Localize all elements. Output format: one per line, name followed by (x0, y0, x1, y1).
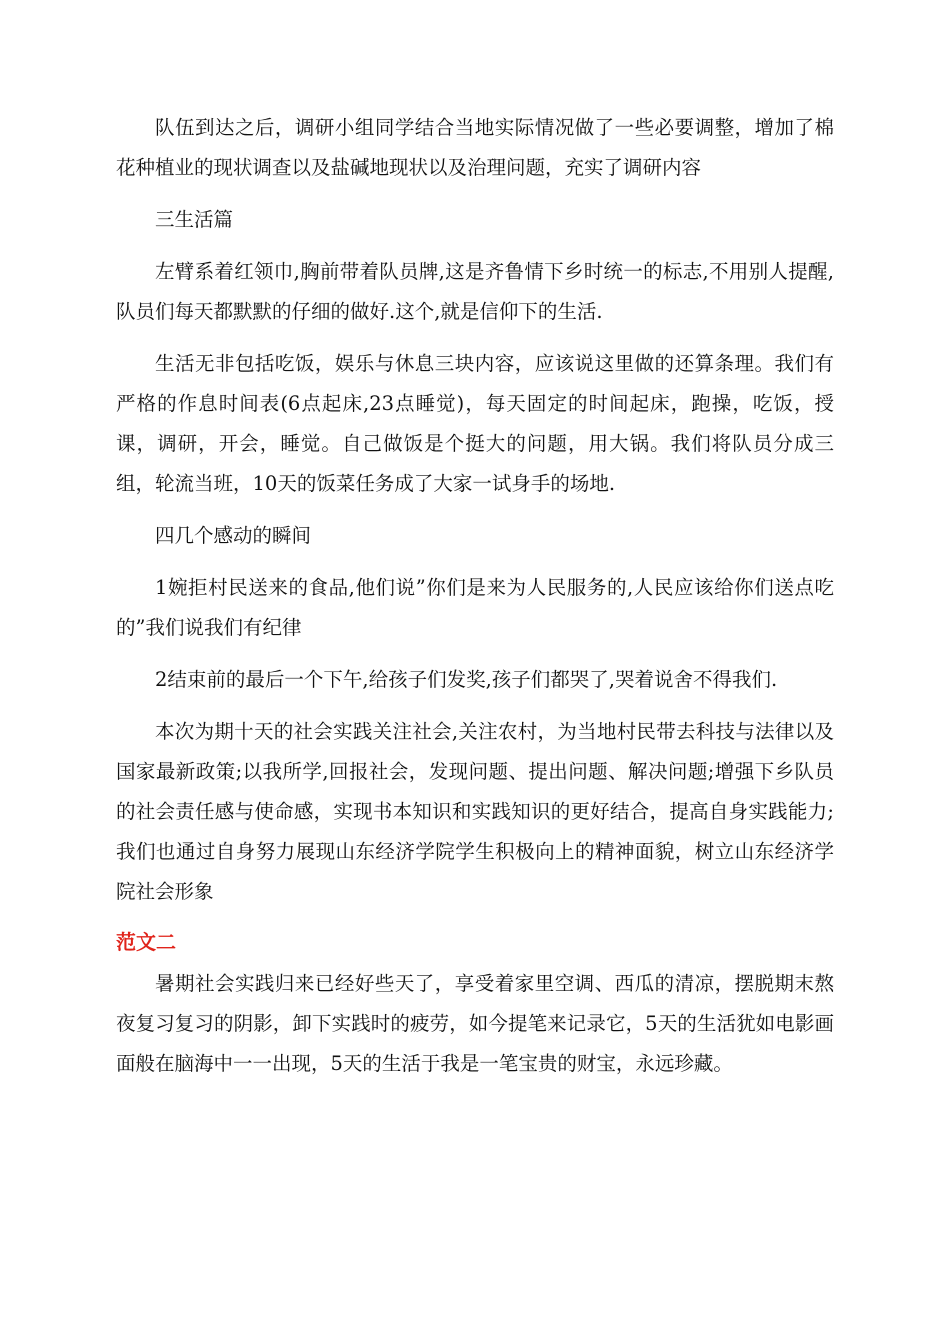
paragraph-research-adjustment: 队伍到达之后，调研小组同学结合当地实际情况做了一些必要调整，增加了棉花种植业的现状调查以及盐碱地现状以及治理问题，充实了调研内容 (116, 116, 834, 179)
paragraph-summary: 本次为期十天的社会实践关注社会,关注农村，为当地村民带去科技与法律以及国家最新政策;以我所学,回报社会，发现问题、提出问题、解决问题;增强下乡队员的社会责任感与使命感，实现书本知识和实践知识的更好结合，提高自身实践能力;我们也通过自身努力展现山东经济学院学生积极向上的精神面貌，树立山东经济学院社会形象 (116, 720, 834, 903)
paragraph-moment-2: 2结束前的最后一个下午,给孩子们发奖,孩子们都哭了,哭着说舍不得我们. (155, 668, 778, 691)
document-page (116, 108, 834, 1084)
paragraph-daily-life: 生活无非包括吃饭，娱乐与休息三块内容，应该说这里做的还算条理。我们有严格的作息时间表(6点起床,23点睡觉)，每天固定的时间起床，跑操，吃饭，授课，调研，开会，睡觉。自己做饭是个挺大的问题，用大锅。我们将队员分成三组，轮流当班，10天的饭菜任务成了大家一试身手的场地. (116, 352, 834, 495)
paragraph-moment-1: 1婉拒村民送来的食品,他们说”你们是来为人民服务的,人民应该给你们送点吃的”我们说我们有纪律 (116, 576, 834, 639)
section-heading: 范文二 (116, 930, 176, 954)
subheading-moving-moments: 四几个感动的瞬间 (155, 524, 312, 547)
subheading-life: 三生活篇 (155, 208, 234, 231)
paragraph-uniform: 左臂系着红领巾,胸前带着队员牌,这是齐鲁情下乡时统一的标志,不用别人提醒,队员们每天都默默的仔细的做好.这个,就是信仰下的生活. (116, 260, 834, 323)
paragraph-example-two: 暑期社会实践归来已经好些天了，享受着家里空调、西瓜的清凉，摆脱期末熬夜复习复习的阴影，卸下实践时的疲劳，如今提笔来记录它，5天的生活犹如电影画面般在脑海中一一出现，5天的生活于我是一笔宝贵的财宝，永远珍藏。 (116, 972, 834, 1075)
